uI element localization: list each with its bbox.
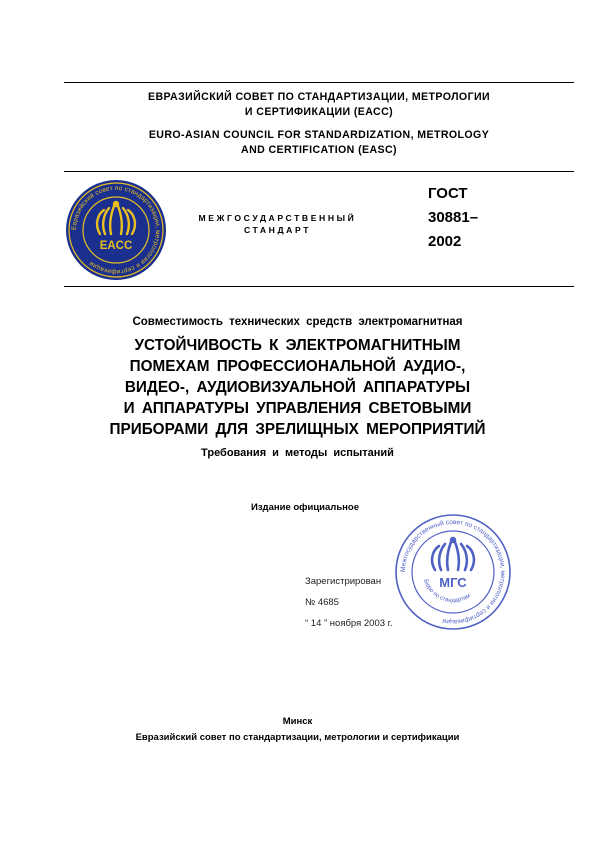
council-en-line-1: EURO-ASIAN COUNCIL FOR STANDARDIZATION, METROLOGY	[148, 129, 490, 141]
interstate-line-1: МЕЖГОСУДАРСТВЕННЫЙ	[198, 213, 357, 223]
registration-status: Зарегистрирован	[305, 576, 382, 587]
registration-number: № 4685	[305, 597, 339, 608]
registration-info	[305, 571, 393, 634]
easc-emblem-icon	[64, 178, 168, 282]
title-line-2: ПОМЕХАМ ПРОФЕССИОНАЛЬНОЙ АУДИО-,	[129, 358, 466, 375]
publication-city: Минск	[282, 716, 313, 727]
document-subtitle: Требования и методы испытаний	[201, 447, 394, 459]
top-rule	[64, 82, 574, 83]
svg-text:Межгосударственный совет по ст	[400, 519, 506, 625]
edition-label: Издание официальное	[251, 502, 359, 513]
mgs-ring-text: Межгосударственный совет по стандартизации, метрологии и сертификации	[399, 518, 507, 626]
mgs-inner-text: Бюро по стандартам	[422, 578, 472, 605]
title-line-5: ПРИБОРАМИ ДЛЯ ЗРЕЛИЩНЫХ МЕРОПРИЯТИЙ	[109, 421, 486, 438]
registration-date: “ 14 ” ноября 2003 г.	[305, 618, 393, 629]
gost-designation	[428, 182, 478, 254]
gost-label: ГОСТ	[428, 185, 468, 202]
council-ru-line-1: ЕВРАЗИЙСКИЙ СОВЕТ ПО СТАНДАРТИЗАЦИИ, МЕТРОЛОГИИ	[147, 91, 491, 103]
title-line-4: И АППАРАТУРЫ УПРАВЛЕНИЯ СВЕТОВЫМИ	[123, 400, 472, 417]
middle-rule	[64, 171, 574, 172]
easc-ring-text: Евразийский совет по стандартизации, метрологии и сертификации	[70, 184, 162, 276]
interstate-standard-label	[170, 212, 385, 236]
document-title	[40, 335, 555, 440]
council-name-en	[64, 128, 574, 158]
gost-number: 30881–	[428, 209, 479, 226]
council-name-ru	[64, 90, 574, 120]
mgs-stamp-icon	[393, 512, 513, 632]
gost-year: 2002	[428, 233, 462, 250]
publisher-name: Евразийский совет по стандартизации, метрологии и сертификации	[135, 732, 460, 743]
title-line-1: УСТОЙЧИВОСТЬ К ЭЛЕКТРОМАГНИТНЫМ	[134, 337, 461, 354]
council-ru-line-2: И СЕРТИФИКАЦИИ (ЕАСС)	[244, 106, 394, 118]
title-line-3: ВИДЕО-, АУДИОВИЗУАЛЬНОЙ АППАРАТУРЫ	[124, 379, 471, 396]
lower-rule	[64, 286, 574, 287]
council-en-line-2: AND CERTIFICATION (EASC)	[241, 144, 397, 156]
mgs-stamp-label: МГС	[439, 575, 467, 590]
easc-logo-label: EACC	[99, 240, 133, 252]
interstate-line-2: СТАНДАРТ	[243, 225, 312, 235]
document-subject: Совместимость технических средств электромагнитная	[132, 316, 463, 328]
